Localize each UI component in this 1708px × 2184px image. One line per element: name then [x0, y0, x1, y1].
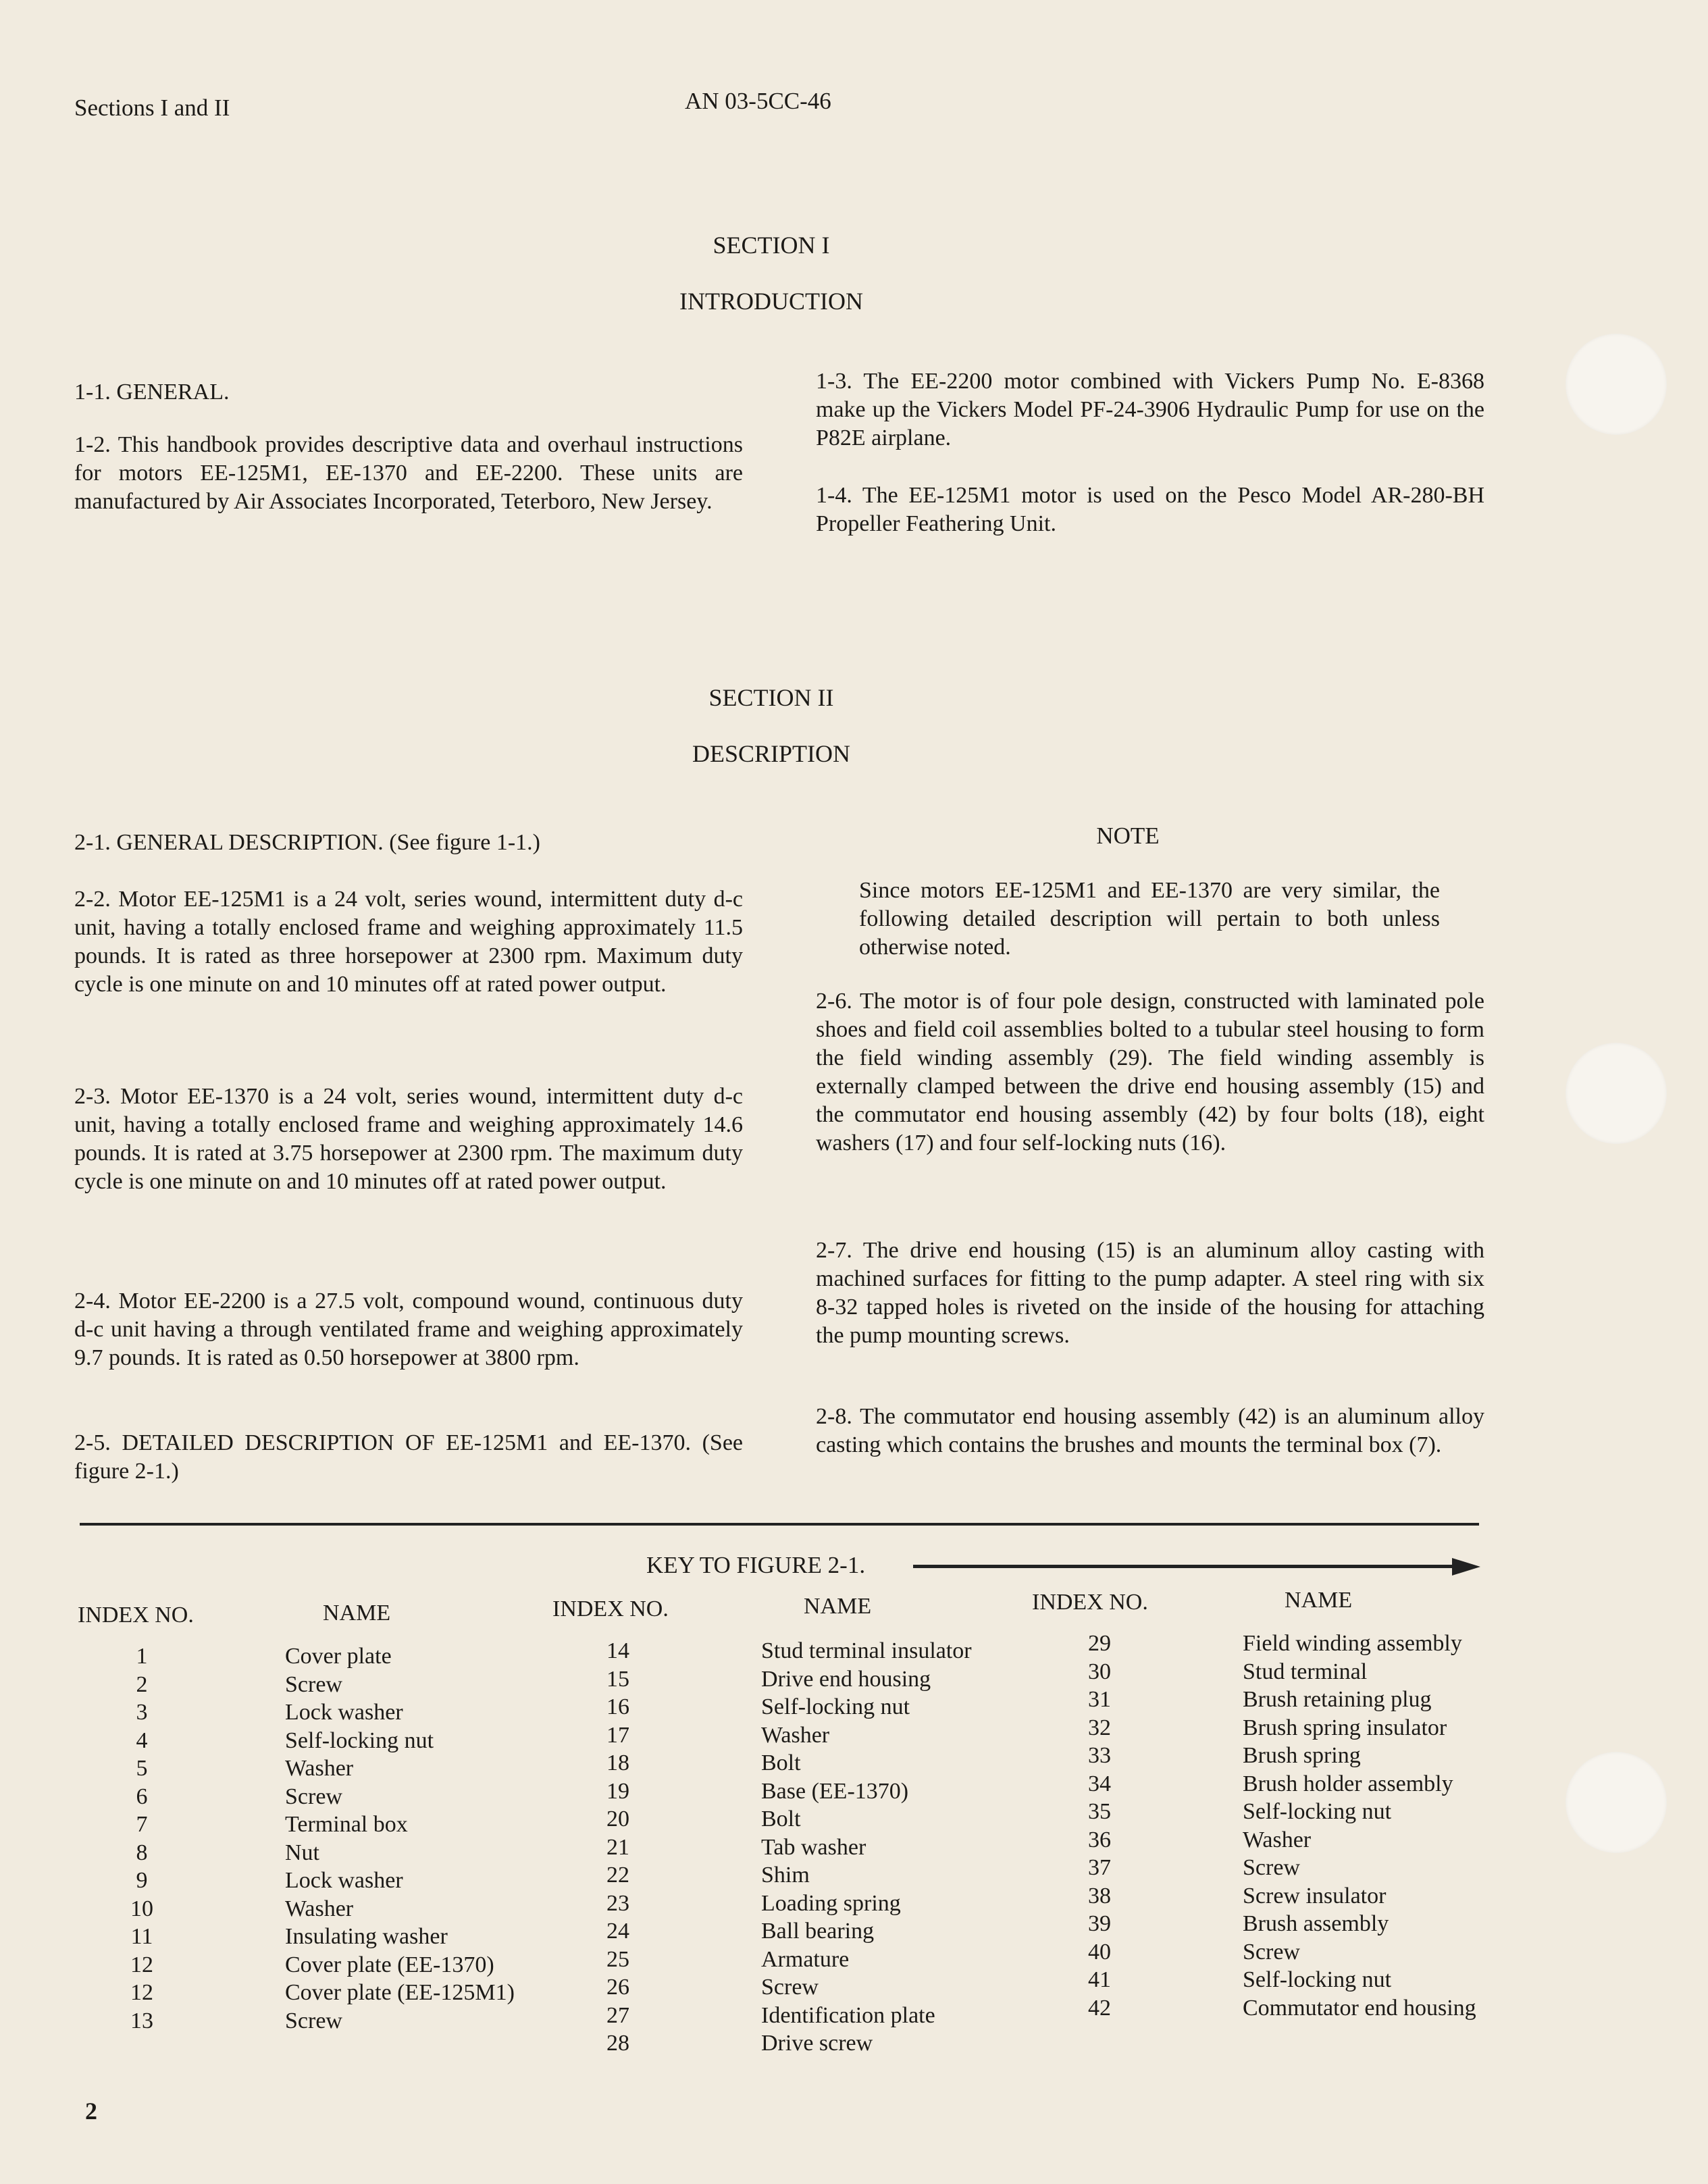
key-row — [550, 1918, 972, 1946]
key-part-name: Brush assembly — [1243, 1911, 1389, 1936]
note-title: NOTE — [1096, 823, 1160, 849]
key-index-number: 25 — [606, 1946, 629, 1972]
key-part-name: Self-locking nut — [1243, 1967, 1392, 1992]
paragraph-2-8: 2-8. The commutator end housing assembly (42) is an aluminum alloy casting which contains the brushes and mounts the terminal box (7). — [816, 1404, 1484, 1457]
key-row — [74, 1671, 515, 1700]
paragraph-2-3: 2-3. Motor EE-1370 is a 24 volt, series wound, intermittent duty d-c unit, having a totally enclosed frame and weighing approximately 14.6 pounds. It is rated at 3.75 horsepower at 2300 rpm. The maximum duty cycle is one minute on and 10 minutes off at rated power output. — [74, 1084, 743, 1194]
key-row — [74, 1699, 515, 1727]
key-part-name: Loading spring — [761, 1890, 901, 1916]
binder-hole-middle — [1565, 1043, 1667, 1144]
key-index-number: 29 — [1088, 1631, 1111, 1656]
key-part-name: Nut — [285, 1840, 319, 1865]
key-row — [550, 2030, 972, 2058]
key-part-name: Bolt — [761, 1806, 801, 1831]
key-index-number: 18 — [606, 1750, 629, 1775]
key-part-name: Screw — [285, 1671, 342, 1697]
key-index-number: 41 — [1088, 1967, 1111, 1992]
key-index-number: 33 — [1088, 1743, 1111, 1768]
key-part-name: Screw — [285, 1784, 342, 1809]
key-index-number: 8 — [136, 1840, 148, 1865]
key-row — [1032, 1771, 1476, 1799]
key-arrow-shaft — [913, 1565, 1453, 1568]
key-part-name: Screw — [285, 2008, 342, 2033]
page-number: 2 — [85, 2098, 97, 2125]
key-index-number: 3 — [136, 1700, 148, 1725]
key-index-number: 42 — [1088, 1995, 1111, 2021]
key-part-name: Drive screw — [761, 2031, 873, 2056]
key-part-name: Commutator end housing — [1243, 1995, 1476, 2021]
key-part-name: Field winding assembly — [1243, 1631, 1462, 1656]
paragraph-2-5-heading: 2-5. DETAILED DESCRIPTION OF EE-125M1 and EE-1370. (See figure 2-1.) — [74, 1430, 743, 1484]
key-row — [550, 1694, 972, 1722]
key-index-number: 23 — [606, 1890, 629, 1916]
key-row — [550, 1638, 972, 1666]
key-index-number: 4 — [136, 1727, 148, 1753]
key-index-number: 34 — [1088, 1771, 1111, 1796]
key-index-number: 31 — [1088, 1687, 1111, 1712]
binder-hole-top — [1565, 334, 1667, 435]
key-row — [1032, 1827, 1476, 1855]
key-row — [74, 1755, 515, 1784]
paragraph-2-2: 2-2. Motor EE-125M1 is a 24 volt, series wound, intermittent duty d-c unit, having a totally enclosed frame and weighing approximately 11.5 pounds. It is rated as three horsepower at 2300 rpm. Maximum duty cycle is one minute on and 10 minutes off at rated power output. — [74, 887, 743, 997]
key-index-number: 37 — [1088, 1855, 1111, 1880]
key-index-number: 1 — [136, 1644, 148, 1669]
key-part-name: Washer — [761, 1722, 830, 1748]
key-col3-name-header: NAME — [1285, 1588, 1353, 1613]
key-row — [74, 1811, 515, 1840]
key-row — [1032, 1910, 1476, 1939]
key-part-name: Brush spring insulator — [1243, 1715, 1447, 1740]
key-part-name: Stud terminal insulator — [761, 1638, 972, 1663]
paragraph-1-4: 1-4. The EE-125M1 motor is used on the Pesco Model AR-280-BH Propeller Feathering Unit. — [816, 483, 1484, 536]
key-index-number: 21 — [606, 1834, 629, 1860]
key-index-number: 28 — [606, 2031, 629, 2056]
key-col2-name-header: NAME — [804, 1594, 872, 1619]
key-row — [1032, 1798, 1476, 1827]
key-part-name: Washer — [285, 1756, 354, 1781]
key-column-2 — [550, 1638, 972, 2058]
key-part-name: Base (EE-1370) — [761, 1778, 909, 1804]
key-row — [1032, 1686, 1476, 1715]
key-column-3 — [1032, 1630, 1476, 2023]
key-index-number: 22 — [606, 1863, 629, 1888]
key-part-name: Washer — [1243, 1827, 1312, 1852]
key-column-1 — [74, 1643, 515, 2035]
key-row — [1032, 1742, 1476, 1771]
note-body: Since motors EE-125M1 and EE-1370 are very similar, the following detailed description will pertain to both unless otherwise noted. — [859, 878, 1440, 960]
key-index-number: 13 — [130, 2008, 153, 2033]
key-part-name: Washer — [285, 1896, 354, 1921]
key-index-number: 19 — [606, 1778, 629, 1804]
key-row — [74, 1979, 515, 2008]
key-part-name: Shim — [761, 1863, 810, 1888]
key-row — [550, 1722, 972, 1750]
key-part-name: Insulating washer — [285, 1924, 448, 1949]
key-part-name: Self-locking nut — [1243, 1799, 1392, 1824]
key-index-number: 17 — [606, 1722, 629, 1748]
key-part-name: Cover plate (EE-125M1) — [285, 1980, 515, 2005]
key-part-name: Ball bearing — [761, 1919, 875, 1944]
key-index-number: 35 — [1088, 1799, 1111, 1824]
key-row — [74, 1784, 515, 1812]
key-index-number: 40 — [1088, 1939, 1111, 1965]
section-2-title: SECTION II — [708, 684, 834, 711]
paragraph-1-1-heading: 1-1. GENERAL. — [74, 380, 230, 405]
key-row — [1032, 1715, 1476, 1743]
key-row — [550, 1778, 972, 1806]
key-index-number: 5 — [136, 1756, 148, 1781]
key-row — [1032, 1883, 1476, 1911]
key-part-name: Screw — [1243, 1855, 1300, 1880]
key-index-number: 9 — [136, 1868, 148, 1893]
key-row — [1032, 1939, 1476, 1967]
key-col1-name-header: NAME — [323, 1601, 391, 1626]
key-index-number: 32 — [1088, 1715, 1111, 1740]
paragraph-2-7: 2-7. The drive end housing (15) is an aluminum alloy casting with machined surfaces for fitting to the pump adapter. A steel ring with six 8-32 tapped holes is riveted on the inside of the housing for attaching the pump mounting screws. — [816, 1238, 1484, 1348]
paragraph-1-3: 1-3. The EE-2200 motor combined with Vickers Pump No. E-8368 make up the Vickers Model PF-24-3906 Hydraulic Pump for use on the P82E airplane. — [816, 369, 1484, 450]
key-row — [1032, 1967, 1476, 1995]
key-index-number: 16 — [606, 1694, 629, 1719]
key-row — [1032, 1659, 1476, 1687]
key-index-number: 26 — [606, 1975, 629, 2000]
key-index-number: 12 — [130, 1952, 153, 1977]
key-row — [74, 1952, 515, 1980]
key-index-number: 27 — [606, 2002, 629, 2028]
key-index-number: 7 — [136, 1812, 148, 1837]
key-index-number: 6 — [136, 1784, 148, 1809]
key-part-name: Lock washer — [285, 1700, 403, 1725]
key-part-name: Identification plate — [761, 2002, 935, 2028]
key-row — [550, 1666, 972, 1694]
key-row — [550, 1806, 972, 1834]
key-row — [550, 1834, 972, 1863]
key-part-name: Brush retaining plug — [1243, 1687, 1432, 1712]
key-row — [550, 1946, 972, 1975]
key-index-number: 12 — [130, 1980, 153, 2005]
key-row — [550, 1974, 972, 2002]
key-row — [74, 1727, 515, 1756]
paragraph-2-6: 2-6. The motor is of four pole design, constructed with laminated pole shoes and field coil assemblies bolted to a tubular steel housing to form the field winding assembly (29). The field winding assembly is externally clamped between the drive end housing assembly (15) and the commutator end housing assembly (42) by four bolts (18), eight washers (17) and four self-locking nuts (16). — [816, 989, 1484, 1155]
key-index-number: 11 — [130, 1924, 153, 1949]
key-part-name: Screw — [1243, 1939, 1300, 1965]
key-index-number: 30 — [1088, 1659, 1111, 1684]
key-part-name: Bolt — [761, 1750, 801, 1775]
key-row — [74, 1840, 515, 1868]
key-part-name: Cover plate — [285, 1644, 392, 1669]
paragraph-1-2: 1-2. This handbook provides descriptive data and overhaul instructions for motors EE-125M1, EE-1370 and EE-2200. These units are manufactured by Air Associates Incorporated, Teterboro, New Jersey. — [74, 432, 743, 514]
key-col1-index-header: INDEX NO. — [78, 1603, 194, 1628]
key-row — [550, 1890, 972, 1919]
key-row — [550, 1862, 972, 1890]
key-index-number: 15 — [606, 1666, 629, 1692]
key-index-number: 39 — [1088, 1911, 1111, 1936]
key-part-name: Tab washer — [761, 1834, 866, 1860]
key-row — [74, 1867, 515, 1896]
key-part-name: Screw — [761, 1975, 819, 2000]
key-row — [74, 1896, 515, 1924]
key-row — [74, 2008, 515, 2036]
paragraph-2-1-heading: 2-1. GENERAL DESCRIPTION. (See figure 1-1.) — [74, 830, 540, 855]
key-part-name: Self-locking nut — [285, 1727, 434, 1753]
key-part-name: Screw insulator — [1243, 1883, 1387, 1908]
key-index-number: 20 — [606, 1806, 629, 1831]
key-index-number: 38 — [1088, 1883, 1111, 1908]
key-separator-rule — [80, 1523, 1479, 1526]
key-part-name: Armature — [761, 1946, 850, 1972]
key-row — [550, 2002, 972, 2031]
key-index-number: 2 — [136, 1671, 148, 1697]
key-row — [74, 1923, 515, 1952]
key-index-number: 24 — [606, 1919, 629, 1944]
key-row — [1032, 1630, 1476, 1659]
key-part-name: Terminal box — [285, 1812, 408, 1837]
key-col3-index-header: INDEX NO. — [1032, 1590, 1148, 1615]
key-index-number: 10 — [130, 1896, 153, 1921]
key-arrow-head — [1452, 1558, 1480, 1576]
binder-hole-bottom — [1565, 1752, 1667, 1853]
key-title: KEY TO FIGURE 2-1. — [646, 1552, 866, 1578]
section-2-subtitle: DESCRIPTION — [692, 740, 851, 767]
paragraph-2-4: 2-4. Motor EE-2200 is a 27.5 volt, compound wound, continuous duty d-c unit having a through ventilated frame and weighing approximately 9.7 pounds. It is rated as 0.50 horsepower at 3800 rpm. — [74, 1289, 743, 1370]
key-part-name: Stud terminal — [1243, 1659, 1368, 1684]
key-part-name: Brush holder assembly — [1243, 1771, 1453, 1796]
key-row — [550, 1750, 972, 1778]
section-1-title: SECTION I — [713, 232, 830, 259]
running-header-sections: Sections I and II — [74, 95, 230, 121]
key-part-name: Brush spring — [1243, 1743, 1361, 1768]
key-row — [1032, 1995, 1476, 2023]
document-number: AN 03-5CC-46 — [685, 88, 831, 114]
key-col2-index-header: INDEX NO. — [552, 1596, 669, 1621]
key-row — [74, 1643, 515, 1671]
key-part-name: Self-locking nut — [761, 1694, 910, 1719]
key-part-name: Cover plate (EE-1370) — [285, 1952, 494, 1977]
key-part-name: Lock washer — [285, 1868, 403, 1893]
key-part-name: Drive end housing — [761, 1666, 931, 1692]
key-index-number: 36 — [1088, 1827, 1111, 1852]
key-index-number: 14 — [606, 1638, 629, 1663]
section-1-subtitle: INTRODUCTION — [679, 288, 863, 315]
key-row — [1032, 1854, 1476, 1883]
